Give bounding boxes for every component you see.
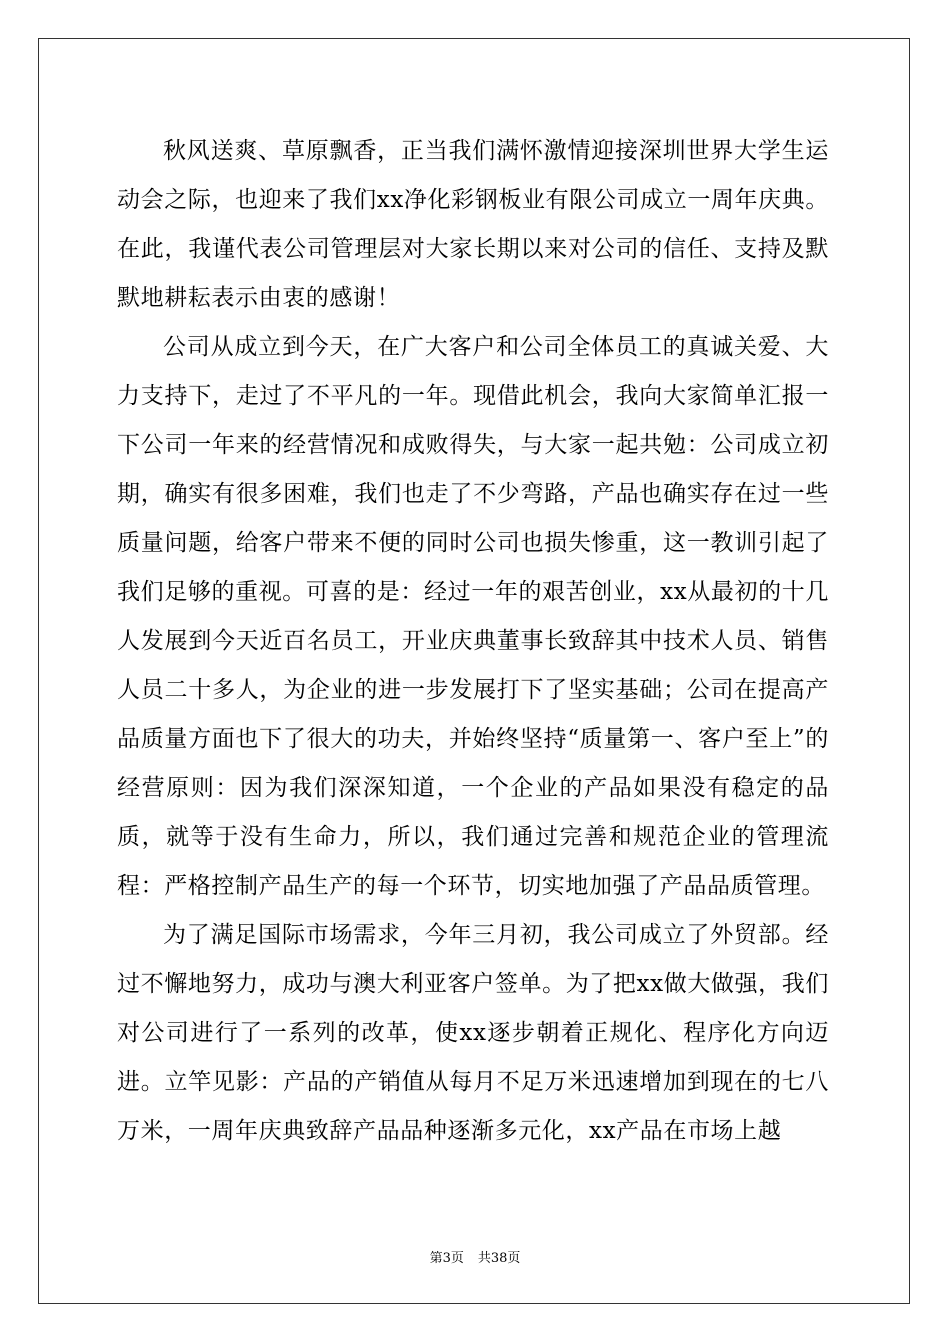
paragraph-3: 为了满足国际市场需求，今年三月初，我公司成立了外贸部。经过不懈地努力，成功与澳大利亚客户签单。为了把xx做大做强，我们对公司进行了一系列的改革，使xx逐步朝着正规化、程序化方向迈进。立竿见影：产品的产销值从每月不足万米迅速增加到现在的七八万米，一周年庆典致辞产品品种逐渐多元化，xx产品在市场上越	[117, 922, 829, 1144]
page-number: 第3页	[429, 1251, 464, 1266]
page-footer	[0, 1247, 950, 1266]
paragraph-1: 秋风送爽、草原飘香，正当我们满怀激情迎接深圳世界大学生运动会之际，也迎来了我们xx净化彩钢板业有限公司成立一周年庆典。在此，我谨代表公司管理层对大家长期以来对公司的信任、支持及默默地耕耘表示由衷的感谢！	[117, 138, 829, 311]
document-body	[117, 127, 829, 1156]
paragraph-2: 公司从成立到今天，在广大客户和公司全体员工的真诚关爱、大力支持下，走过了不平凡的一年。现借此机会，我向大家简单汇报一下公司一年来的经营情况和成败得失，与大家一起共勉：公司成立初期，确实有很多困难，我们也走了不少弯路，产品也确实存在过一些质量问题，给客户带来不便的同时公司也损失惨重，这一教训引起了我们足够的重视。可喜的是：经过一年的艰苦创业，xx从最初的十几人发展到今天近百名员工，开业庆典董事长致辞其中技术人员、销售人员二十多人，为企业的进一步发展打下了坚实基础；公司在提高产品质量方面也下了很大的功夫，并始终坚持“质量第一、客户至上”的经营原则：因为我们深深知道，一个企业的产品如果没有稳定的品质，就等于没有生命力，所以，我们通过完善和规范企业的管理流程：严格控制产品生产的每一个环节，切实地加强了产品品质管理。	[117, 334, 829, 899]
page-total: 共38页	[477, 1251, 521, 1266]
